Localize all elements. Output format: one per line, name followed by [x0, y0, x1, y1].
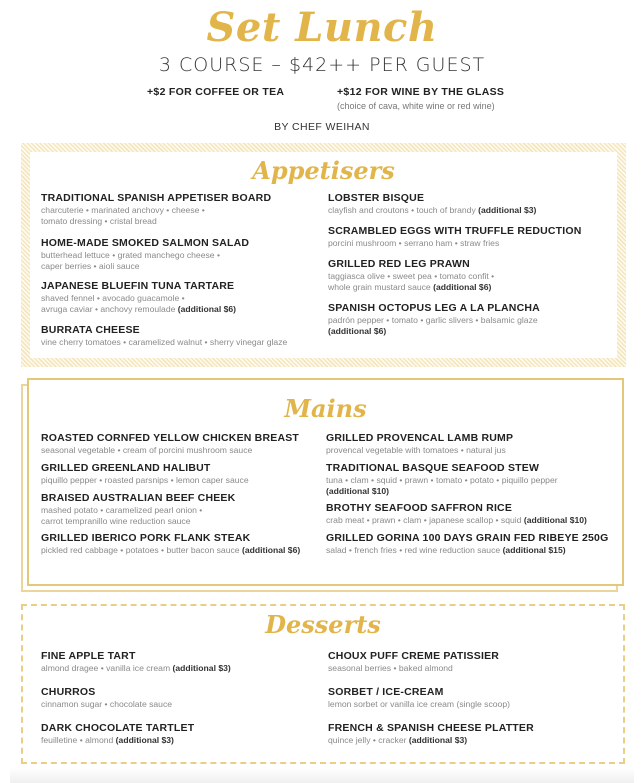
menu-item: FINE APPLE TART almond dragee • vanilla ice cream (additional $3)	[41, 650, 231, 673]
menu-item: TRADITIONAL SPANISH APPETISER BOARD charcuterie • marinated anchovy • cheese • tomato dressing • cristal bread	[41, 192, 272, 226]
appetisers-section	[21, 143, 626, 367]
menu-item: BROTHY SEAFOOD SAFFRON RICE crab meat • prawn • clam • japanese scallop • squid (additional $10)	[326, 502, 587, 525]
menu-item: HOME-MADE SMOKED SALMON SALAD butterhead lettuce • grated manchego cheese • caper berries • aioli sauce	[41, 237, 250, 271]
desserts-section	[21, 604, 625, 764]
mains-section	[27, 378, 624, 586]
coffee-addon: +$2 FOR COFFEE OR TEA	[147, 86, 285, 98]
menu-item: JAPANESE BLUEFIN TUNA TARTARE shaved fennel • avocado guacamole • avruga caviar • anchovy remoulade (additional $6)	[41, 280, 237, 314]
page-title: Set Lunch	[206, 4, 438, 51]
menu-item: DARK CHOCOLATE TARTLET feuilletine • almond (additional $3)	[41, 722, 195, 745]
menu-item: GRILLED GREENLAND HALIBUT piquillo pepper • roasted parsnips • lemon caper sauce	[41, 462, 249, 485]
wine-addon: +$12 FOR WINE BY THE GLASS	[337, 86, 505, 98]
menu-item: SPANISH OCTOPUS LEG A LA PLANCHA padrón pepper • tomato • garlic slivers • balsamic glaze (additional $6)	[328, 302, 540, 336]
menu-item: GRILLED PROVENCAL LAMB RUMP provencal vegetable with tomatoes • natural jus	[326, 432, 514, 455]
menu-item: SORBET / ICE-CREAM lemon sorbet or vanilla ice cream (single scoop)	[328, 686, 510, 709]
desserts-title: Desserts	[265, 610, 381, 639]
mains-title: Mains	[284, 394, 367, 423]
menu-item: TRADITIONAL BASQUE SEAFOOD STEW tuna • clam • squid • prawn • tomato • potato • piquillo pepper (additional $10)	[326, 462, 558, 496]
price-subtitle: 3 COURSE – $42++ PER GUEST	[158, 54, 486, 76]
menu-item: ROASTED CORNFED YELLOW CHICKEN BREAST seasonal vegetable • cream of porcini mushroom sauce	[41, 432, 300, 455]
menu-item: FRENCH & SPANISH CHEESE PLATTER quince jelly • cracker (additional $3)	[328, 722, 534, 745]
chef-credit: BY CHEF WEIHAN	[274, 121, 370, 133]
menu-item: LOBSTER BISQUE clayfish and croutons • touch of brandy (additional $3)	[328, 192, 537, 215]
menu-item: GRILLED IBERICO PORK FLANK STEAK pickled red cabbage • potatoes • butter bacon sauce (additional $6)	[41, 532, 301, 555]
menu-item: GRILLED RED LEG PRAWN taggiasca olive • sweet pea • tomato confit • whole grain mustard sauce (additional $6)	[328, 258, 495, 292]
menu-item: CHURROS cinnamon sugar • chocolate sauce	[41, 686, 173, 709]
menu-item: BRAISED AUSTRALIAN BEEF CHEEK mashed potato • caramelized pearl onion • carrot tempranillo wine reduction sauce	[41, 492, 236, 526]
menu-item: CHOUX PUFF CREME PATISSIER seasonal berries • baked almond	[328, 650, 500, 673]
menu-item: GRILLED GORINA 100 DAYS GRAIN FED RIBEYE 250G salad • french fries • red wine reduction sauce (additional $15)	[326, 532, 609, 555]
menu-item: BURRATA CHEESE vine cherry tomatoes • caramelized walnut • sherry vinegar glaze	[41, 324, 288, 347]
wine-note: (choice of cava, white wine or red wine)	[337, 101, 495, 111]
menu-item: SCRAMBLED EGGS WITH TRUFFLE REDUCTION porcini mushroom • serrano ham • straw fries	[328, 225, 582, 248]
page-shadow	[10, 768, 634, 783]
appetisers-title: Appetisers	[252, 156, 395, 185]
